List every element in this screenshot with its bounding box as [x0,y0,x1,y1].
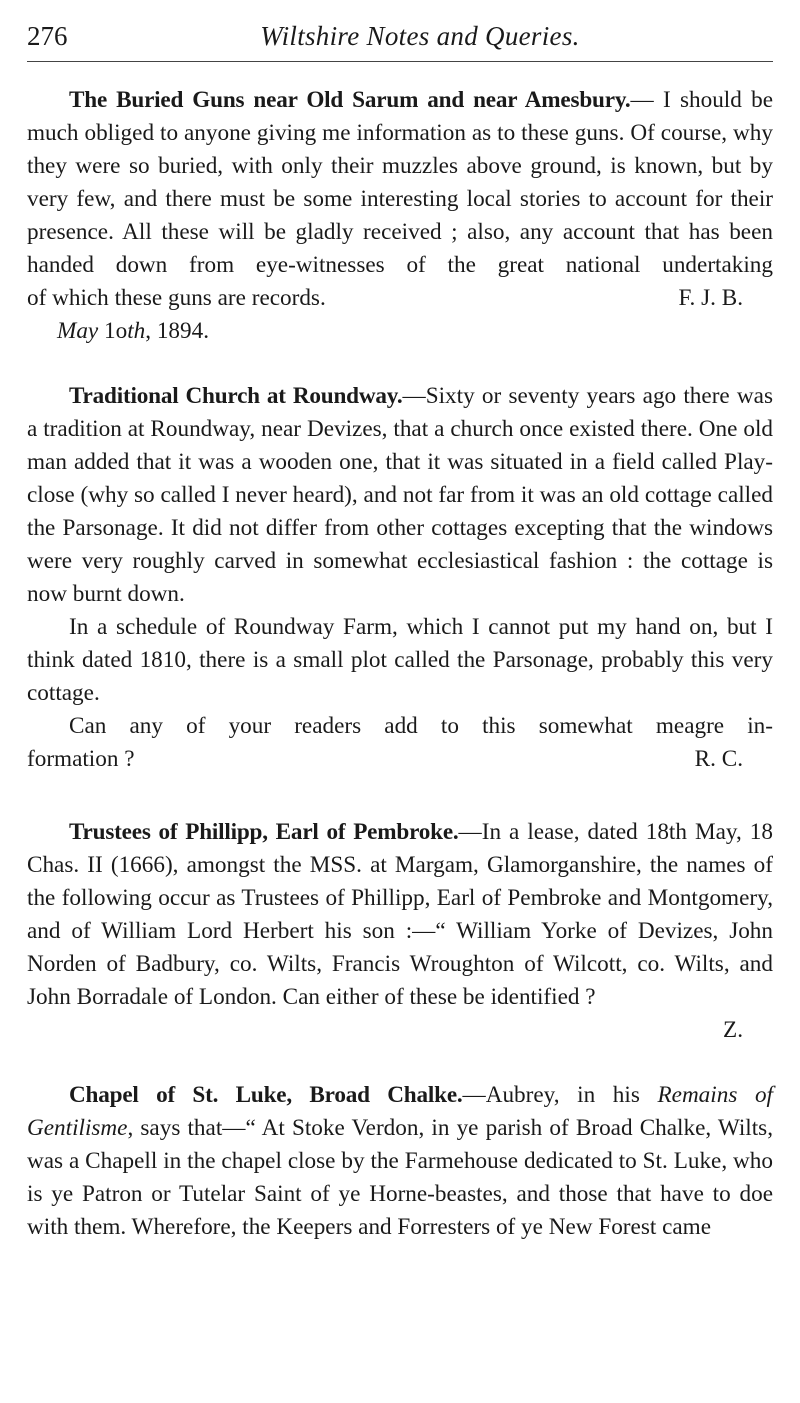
signature: F. J. B. [678,285,743,311]
entry-heading: Chapel of St. Luke, Broad Chalke. [69,1082,463,1108]
entry-body: Sixty or seventy years ago there was a tradition at Roundway, near Devizes, that a church once existed there. One old man added that it was a wooden one, that it was situated in a field called Play-close (why so called I never heard), and not far from it was an old cottage called the Parsonage. It did not differ from other cottages excepting that the windows were very roughly carved in somewhat ecclesiastical fashion : the cottage is now burnt down. [27,383,773,607]
entry-date: May 1oth, 1894. [57,318,209,344]
entry-paragraph-3: Can any of your readers add to this somewhat meagre in- [69,713,773,739]
signature-line [27,743,773,776]
heading-dash: — [402,383,426,409]
header-rule [27,61,773,62]
heading-dash: — [630,87,654,113]
entry-chapel-st-luke [27,1079,773,1244]
entry-heading: Traditional Church at Roundway. [69,383,403,409]
page-body [27,84,773,1244]
entry-paragraph [27,816,773,1014]
entry-paragraph [27,84,773,282]
signature: R. C. [694,746,743,772]
entry-buried-guns [27,84,773,348]
entry-paragraph-2: In a schedule of Roundway Farm, which I cannot put my hand on, but I think dated 1810, there is a small plot called the Parsonage, probably this very cottage. [27,614,773,706]
page-header [27,16,773,56]
entry-last-line: of which these guns are records. [27,285,326,311]
entry-last-line: formation ? [27,746,135,772]
signature: Z. [723,1017,743,1043]
entry-trustees-pembroke [27,816,773,1047]
heading-dash: — [458,819,482,845]
heading-dash: — [462,1082,486,1108]
running-title: Wiltshire Notes and Queries. [260,21,580,51]
entry-body: In a lease, dated 18th May, 18 Chas. II (1666), amongst the MSS. at Margam, Glamorganshire, the names of the following occur as Trustees of Phillipp, Earl of Pembroke and Montgomery, and of William Lord Herbert his son :—“ William Yorke of Devizes, John Norden of Badbury, co. Wilts, Francis Wroughton of Wilcott, co. Wilts, and John Borradale of London. Can either of these be identified ? [27,819,773,1010]
book-title: Remains of Gentilisme [27,1082,773,1141]
entry-body: , says that—“ At Stoke Verdon, in ye parish of Broad Chalke, Wilts, was a Chapell in the chapel close by the Farmehouse dedicated to St. Luke, who is ye Patron or Tutelar Saint of ye Horne-beastes, and those that have to doe with them. Wherefore, the Keepers and Forresters of ye New Forest came [27,1115,773,1240]
entry-body: I should be much obliged to anyone giving me information as to these guns. Of course, why they were so buried, with only their muzzles above ground, is known, but by very few, and there must be some interesting local stories to account for their presence. All these will be gladly received ; also, any account that has been handed down from eye-witnesses of the great national undertaking [27,87,773,278]
entry-paragraph: Chapel of St. Luke, Broad Chalke.—Aubrey, in his Remains of Gentilisme, says that—“ At Stoke Verdon, in ye parish of Broad Chalke, Wilts, was a Chapell in the chapel close by the Farmehouse dedicated to St. Luke, who is ye Patron or Tutelar Saint of ye Horne-beastes, and those that have to doe with them. Wherefore, the Keepers and Forresters of ye New Forest came [27,1082,773,1240]
page-number: 276 [27,21,68,51]
entry-traditional-church [27,380,773,776]
entry-heading: Trustees of Phillipp, Earl of Pembroke. [69,819,459,845]
entry-heading: The Buried Guns near Old Sarum and near Amesbury. [69,87,631,113]
signature-line [27,282,773,315]
entry-paragraph [27,380,773,611]
